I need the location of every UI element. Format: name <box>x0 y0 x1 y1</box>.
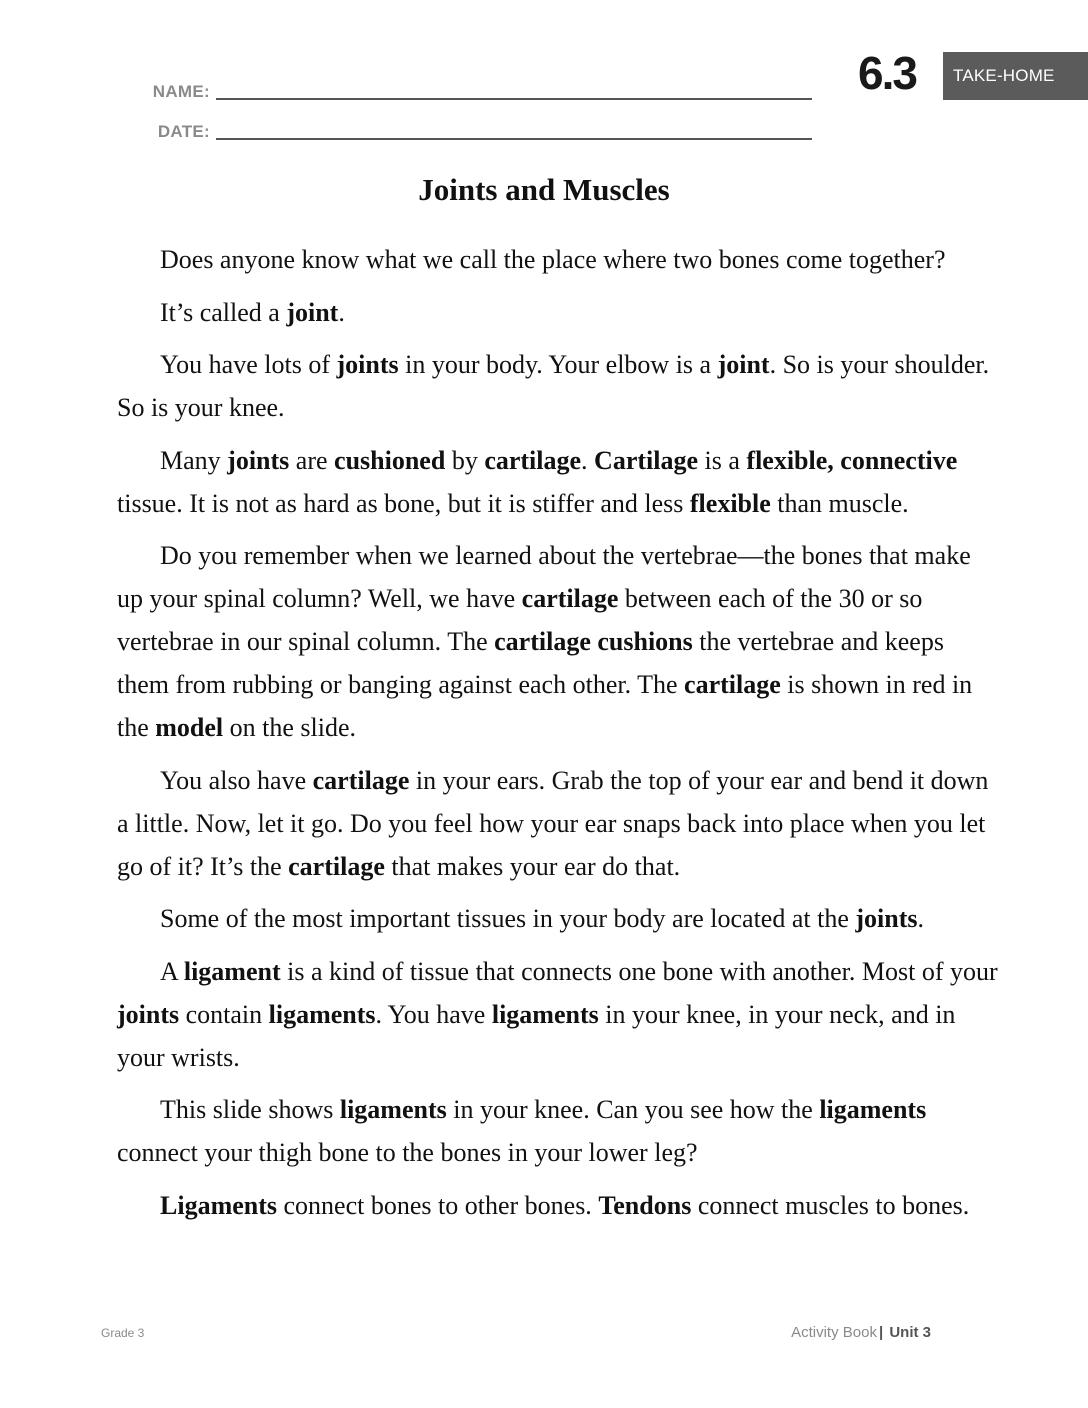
paragraph <box>117 1184 1002 1227</box>
text-run: that makes your ear do that. <box>384 851 681 881</box>
footer-separator: | <box>878 1324 884 1341</box>
text-run: . <box>338 297 345 327</box>
text-run: than muscle. <box>770 488 909 518</box>
text-run: Do you remember when we learned about the vertebrae—the bones that make up your spinal column? Well, we have <box>117 541 971 613</box>
text-run: tissue. It is not as hard as bone, but it is stiffer and less <box>117 488 690 518</box>
text-run: It’s called a <box>160 297 287 327</box>
text-run: in your body. Your elbow is a <box>398 350 718 379</box>
text-run: . <box>917 904 924 933</box>
bold-term: joints <box>855 904 918 933</box>
paragraph <box>117 1088 1002 1174</box>
lesson-number: 6.3 <box>858 47 916 99</box>
text-run: connect muscles to bones. <box>691 1190 970 1220</box>
bold-term: Ligaments <box>160 1190 277 1220</box>
bold-term: Cartilage <box>594 445 699 475</box>
paragraph <box>117 950 1002 1079</box>
footer-book: Activity Book <box>791 1324 877 1341</box>
text-run: is a kind of tissue that connects one bone with another. Most of your <box>280 956 998 986</box>
text-run: . So is your shoulder. So is your knee. <box>117 350 990 422</box>
text-run: A <box>160 956 184 986</box>
text-run: between each of the 30 or so vertebrae in our spinal column. The <box>117 584 923 656</box>
bold-term: model <box>155 713 224 742</box>
bold-term: cartilage cushions <box>494 627 693 656</box>
bold-term: joint <box>286 297 339 327</box>
text-run: connect your thigh bone to the bones in your lower leg? <box>117 1138 698 1167</box>
text-run: is shown in red in the <box>117 670 973 742</box>
date-line[interactable] <box>216 118 812 140</box>
text-run: the vertebrae and keeps them from rubbing or banging against each other. The <box>117 627 944 699</box>
text-run: contain <box>179 999 269 1029</box>
paragraph <box>117 897 1002 940</box>
take-home-badge: TAKE-HOME <box>943 52 1088 100</box>
bold-term: cartilage <box>684 670 781 699</box>
bold-term: flexible, connective <box>746 445 958 475</box>
bold-term: ligaments <box>268 999 376 1029</box>
text-run: in your ears. Grab the top of your ear and bend it down a little. Now, let it go. Do you feel how your ear snaps back into place when you let go of it? It’s the <box>117 765 989 881</box>
bold-term: cushioned <box>334 445 446 475</box>
paragraph <box>117 759 1002 888</box>
text-run: are <box>289 445 335 475</box>
bold-term: joints <box>227 445 290 475</box>
bold-term: ligaments <box>819 1095 927 1124</box>
paragraph <box>117 343 1002 429</box>
bold-term: ligament <box>183 956 281 986</box>
text-run: . You have <box>375 999 492 1029</box>
footer-unit: Unit 3 <box>889 1324 931 1341</box>
text-run: by <box>445 445 485 475</box>
text-run: is a <box>698 445 747 475</box>
text-run: connect bones to other bones. <box>277 1190 599 1220</box>
date-label: DATE: <box>157 122 210 141</box>
bold-term: cartilage <box>288 851 385 881</box>
paragraph <box>117 439 1002 525</box>
bold-term: ligaments <box>491 999 599 1029</box>
text-run: in your knee, in your neck, and in your wrists. <box>117 999 956 1072</box>
bold-term: Tendons <box>598 1190 692 1220</box>
bold-term: cartilage <box>484 445 582 475</box>
name-line[interactable] <box>216 78 812 100</box>
bold-term: ligaments <box>339 1095 447 1124</box>
name-field-row <box>100 62 812 102</box>
footer-grade: Grade 3 <box>101 1326 145 1340</box>
text-run: . <box>581 445 595 475</box>
text-run: This slide shows <box>160 1095 340 1124</box>
text-run: You also have <box>160 765 313 795</box>
footer-book-info <box>791 1324 931 1341</box>
text-run: Some of the most important tissues in your body are located at the <box>160 904 856 933</box>
paragraph <box>117 291 1002 334</box>
text-run: You have lots of <box>160 350 337 379</box>
page-title: Joints and Muscles <box>418 172 670 207</box>
name-label: NAME: <box>152 82 210 101</box>
bold-term: cartilage <box>521 584 619 613</box>
bold-term: cartilage <box>312 765 410 795</box>
paragraph <box>117 238 1002 281</box>
bold-term: joints <box>117 999 180 1029</box>
bold-term: flexible <box>689 488 771 518</box>
bold-term: joints <box>336 350 399 379</box>
text-run: Does anyone know what we call the place where two bones come together? <box>160 245 946 274</box>
student-info-fields <box>100 62 812 142</box>
bold-term: joint <box>717 350 770 379</box>
text-run: Many <box>160 445 228 475</box>
text-run: in your knee. Can you see how the <box>446 1095 820 1124</box>
date-field-row <box>100 102 812 142</box>
text-run: on the slide. <box>223 713 357 742</box>
passage-body <box>117 238 1002 1236</box>
paragraph <box>117 534 1002 749</box>
